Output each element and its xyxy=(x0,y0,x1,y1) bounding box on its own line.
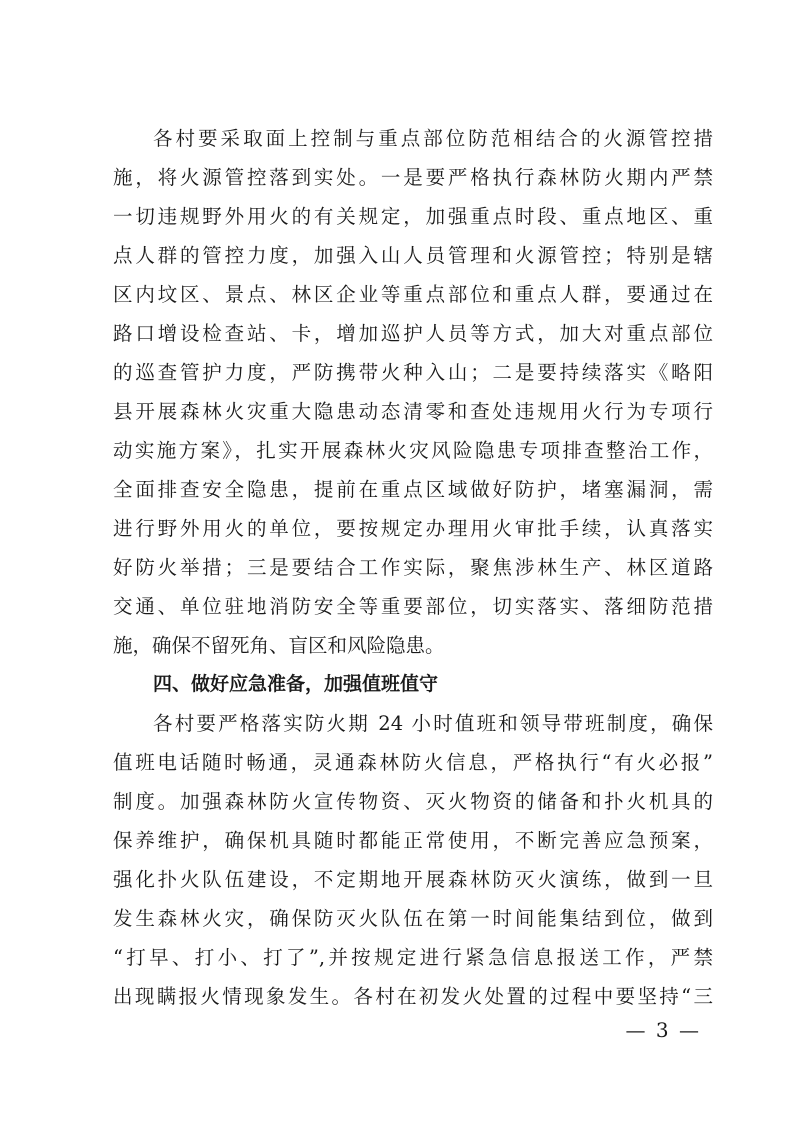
text-line: “打早、打小、打了”,并按规定进行紧急信息报送工作，严禁 xyxy=(113,946,713,969)
text-line: 全面排查安全隐患，提前在重点区域做好防护，堵塞漏洞，需 xyxy=(113,478,713,501)
text-line: 交通、单位驻地消防安全等重要部位，切实落实、落细防范措 xyxy=(113,595,713,618)
text-line: 动实施方案》，扎实开展森林火灾风险隐患专项排查整治工作， xyxy=(113,439,713,462)
text-line: 出现瞒报火情现象发生。各村在初发火处置的过程中要坚持“三 xyxy=(113,985,713,1008)
document-body xyxy=(113,119,713,1016)
text-line: 保养维护，确保机具随时都能正常使用，不断完善应急预案， xyxy=(113,829,713,852)
page-number: — 3 — xyxy=(625,1018,701,1042)
text-line: 制度。加强森林防火宣传物资、灭火物资的储备和扑火机具的 xyxy=(113,790,713,813)
text-line: 强化扑火队伍建设，不定期地开展森林防灭火演练，做到一旦 xyxy=(113,868,713,891)
text-line: 的巡查管护力度，严防携带火种入山；二是要持续落实《略阳 xyxy=(113,361,713,384)
text-line: 区内坟区、景点、林区企业等重点部位和重点人群，要通过在 xyxy=(113,283,713,306)
text-line: 县开展森林火灾重大隐患动态清零和查处违规用火行为专项行 xyxy=(113,400,713,423)
text-line: 路口增设检查站、卡，增加巡护人员等方式，加大对重点部位 xyxy=(113,322,713,345)
text-line: 点人群的管控力度，加强入山人员管理和火源管控；特别是辖 xyxy=(113,244,713,267)
text-line: 值班电话随时畅通，灵通森林防火信息，严格执行“有火必报” xyxy=(113,751,713,774)
text-line: 进行野外用火的单位，要按规定办理用火审批手续，认真落实 xyxy=(113,517,713,540)
text-line: 一切违规野外用火的有关规定，加强重点时段、重点地区、重 xyxy=(113,205,713,228)
text-line: 好防火举措；三是要结合工作实际，聚焦涉林生产、林区道路 xyxy=(113,556,713,579)
section-heading: 四、做好应急准备，加强值班值守 xyxy=(153,673,439,695)
text-line: 施，确保不留死角、盲区和风险隐患。 xyxy=(113,634,445,657)
text-line: 各村要采取面上控制与重点部位防范相结合的火源管控措 xyxy=(153,127,713,150)
paragraph-emergency-preparedness xyxy=(113,704,713,1016)
text-line: 施，将火源管控落到实处。一是要严格执行森林防火期内严禁 xyxy=(113,166,713,189)
paragraph-fire-source-control xyxy=(113,119,713,665)
text-line: 各村要严格落实防火期 24 小时值班和领导带班制度，确保 xyxy=(153,712,713,735)
text-line: 发生森林火灾，确保防灭火队伍在第一时间能集结到位，做到 xyxy=(113,907,713,930)
